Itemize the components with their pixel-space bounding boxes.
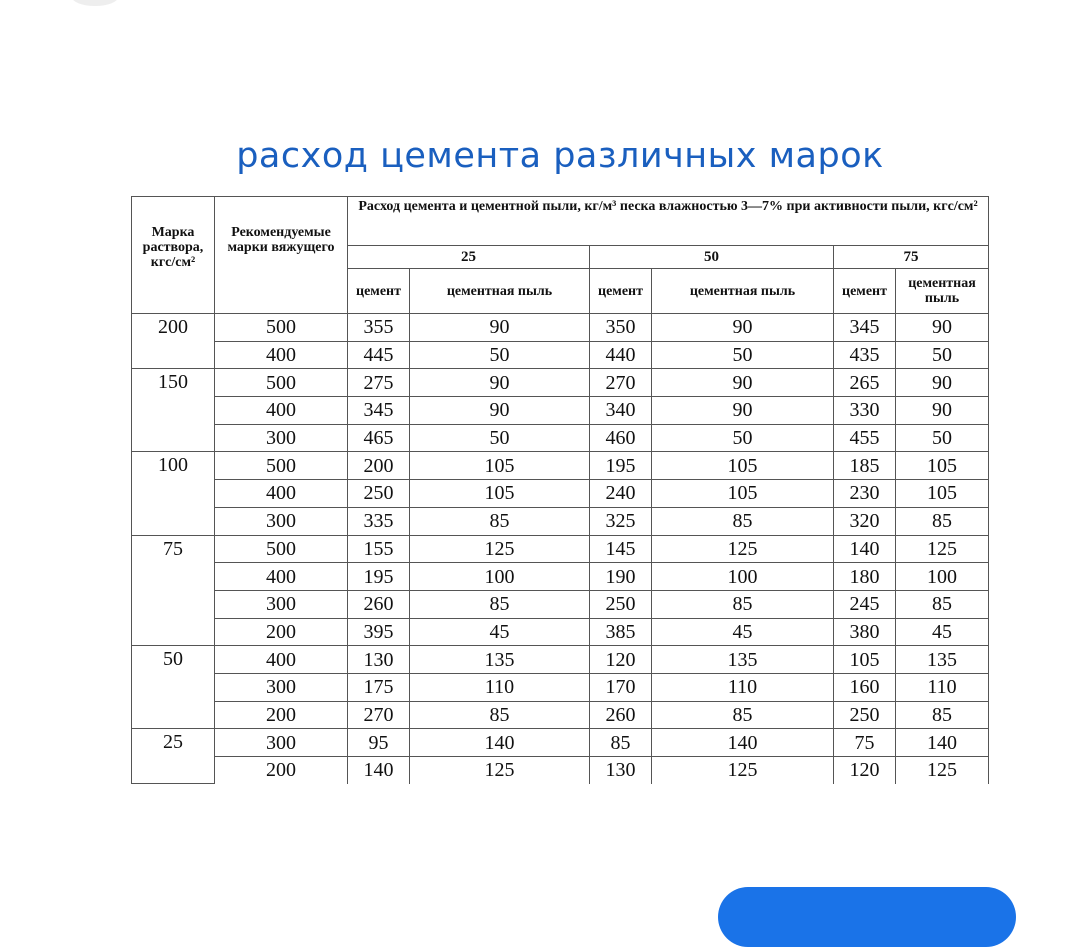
- binder-grade-cell: 400: [215, 480, 348, 508]
- cement-dust-cell: 100: [410, 563, 590, 591]
- cement-cell: 155: [348, 535, 410, 563]
- cement-dust-cell: 125: [896, 757, 989, 784]
- subheader-cement-dust: цементная пыль: [652, 269, 834, 314]
- cement-cell: 130: [348, 646, 410, 674]
- table-row: [132, 341, 989, 369]
- cement-cell: 140: [348, 757, 410, 784]
- cement-cell: 175: [348, 673, 410, 701]
- cement-dust-cell: 110: [896, 673, 989, 701]
- cement-cell: 120: [834, 757, 896, 784]
- binder-grade-cell: 500: [215, 452, 348, 480]
- cement-cell: 195: [348, 563, 410, 591]
- table-row: [132, 480, 989, 508]
- cement-cell: 355: [348, 314, 410, 342]
- binder-grade-cell: 500: [215, 314, 348, 342]
- cement-cell: 160: [834, 673, 896, 701]
- table-row: [132, 452, 989, 480]
- mortar-grade-cell: 200: [132, 314, 215, 369]
- cement-dust-cell: 85: [410, 507, 590, 535]
- cement-dust-cell: 85: [652, 507, 834, 535]
- cement-cell: 270: [348, 701, 410, 729]
- binder-grade-cell: 200: [215, 701, 348, 729]
- cement-dust-cell: 105: [896, 480, 989, 508]
- cement-dust-cell: 140: [896, 729, 989, 757]
- page-title: расход цемента различных марок: [236, 136, 884, 176]
- subheader-cement-dust: цементная пыль: [896, 269, 989, 314]
- cement-dust-cell: 85: [410, 590, 590, 618]
- cement-cell: 260: [590, 701, 652, 729]
- cement-cell: 460: [590, 424, 652, 452]
- cement-dust-cell: 50: [652, 424, 834, 452]
- cement-dust-cell: 50: [410, 424, 590, 452]
- binder-grade-cell: 300: [215, 590, 348, 618]
- cement-cell: 200: [348, 452, 410, 480]
- cement-dust-cell: 45: [652, 618, 834, 646]
- cement-cell: 170: [590, 673, 652, 701]
- cement-cell: 320: [834, 507, 896, 535]
- cement-cell: 260: [348, 590, 410, 618]
- cement-dust-cell: 85: [896, 590, 989, 618]
- cement-dust-cell: 45: [410, 618, 590, 646]
- binder-grade-cell: 400: [215, 646, 348, 674]
- cement-cell: 325: [590, 507, 652, 535]
- cement-cell: 195: [590, 452, 652, 480]
- cement-dust-cell: 90: [410, 314, 590, 342]
- cement-cell: 250: [590, 590, 652, 618]
- table-row: [132, 507, 989, 535]
- cement-dust-cell: 100: [896, 563, 989, 591]
- cement-cell: 230: [834, 480, 896, 508]
- cement-dust-cell: 125: [410, 535, 590, 563]
- cement-dust-cell: 105: [896, 452, 989, 480]
- cement-dust-cell: 110: [410, 673, 590, 701]
- cement-cell: 180: [834, 563, 896, 591]
- cement-dust-cell: 45: [896, 618, 989, 646]
- cement-dust-cell: 100: [652, 563, 834, 591]
- top-edge-shape: [72, 0, 118, 6]
- cement-dust-cell: 140: [410, 729, 590, 757]
- cement-dust-cell: 125: [652, 757, 834, 784]
- cement-dust-cell: 85: [896, 701, 989, 729]
- binder-grade-cell: 200: [215, 757, 348, 784]
- cement-dust-cell: 50: [896, 341, 989, 369]
- cement-cell: 445: [348, 341, 410, 369]
- binder-grade-cell: 300: [215, 424, 348, 452]
- table-row: [132, 673, 989, 701]
- table-row: [132, 397, 989, 425]
- cement-cell: 190: [590, 563, 652, 591]
- cement-consumption-table: [131, 196, 989, 784]
- table-row: [132, 314, 989, 342]
- cement-dust-cell: 135: [652, 646, 834, 674]
- cement-dust-cell: 125: [896, 535, 989, 563]
- cement-cell: 330: [834, 397, 896, 425]
- cement-cell: 435: [834, 341, 896, 369]
- cement-cell: 120: [590, 646, 652, 674]
- cement-cell: 345: [348, 397, 410, 425]
- cement-dust-cell: 90: [410, 369, 590, 397]
- cement-cell: 340: [590, 397, 652, 425]
- cement-dust-cell: 50: [652, 341, 834, 369]
- header-consumption: Расход цемента и цементной пыли, кг/м³ песка влажностью 3—7% при активности пыли, кгс/см²: [348, 197, 989, 246]
- binder-grade-cell: 300: [215, 729, 348, 757]
- cement-cell: 335: [348, 507, 410, 535]
- cement-cell: 245: [834, 590, 896, 618]
- mortar-grade-cell: 150: [132, 369, 215, 452]
- table-row: [132, 424, 989, 452]
- cement-dust-cell: 110: [652, 673, 834, 701]
- table-body: [132, 314, 989, 784]
- cement-dust-cell: 85: [896, 507, 989, 535]
- cement-cell: 130: [590, 757, 652, 784]
- header-recommended-binder: Рекомендуемые марки вяжущего: [215, 197, 348, 314]
- cement-cell: 250: [834, 701, 896, 729]
- cement-cell: 395: [348, 618, 410, 646]
- cement-dust-cell: 135: [896, 646, 989, 674]
- cement-cell: 85: [590, 729, 652, 757]
- subheader-cement: цемент: [834, 269, 896, 314]
- cement-dust-cell: 135: [410, 646, 590, 674]
- cement-cell: 440: [590, 341, 652, 369]
- cement-dust-cell: 85: [652, 590, 834, 618]
- table-row: [132, 369, 989, 397]
- table-row: [132, 701, 989, 729]
- action-button[interactable]: [718, 887, 1016, 947]
- header-activity-75: 75: [834, 246, 989, 269]
- cement-dust-cell: 90: [652, 369, 834, 397]
- cement-cell: 185: [834, 452, 896, 480]
- table-row: [132, 618, 989, 646]
- cement-cell: 465: [348, 424, 410, 452]
- cement-dust-cell: 85: [410, 701, 590, 729]
- cement-cell: 240: [590, 480, 652, 508]
- cement-dust-cell: 140: [652, 729, 834, 757]
- cement-cell: 105: [834, 646, 896, 674]
- table-row: [132, 590, 989, 618]
- cement-dust-cell: 50: [410, 341, 590, 369]
- cement-cell: 345: [834, 314, 896, 342]
- subheader-cement: цемент: [348, 269, 410, 314]
- cement-cell: 380: [834, 618, 896, 646]
- binder-grade-cell: 400: [215, 397, 348, 425]
- cement-dust-cell: 125: [410, 757, 590, 784]
- header-activity-25: 25: [348, 246, 590, 269]
- cement-cell: 140: [834, 535, 896, 563]
- cement-dust-cell: 90: [652, 397, 834, 425]
- mortar-grade-cell: 75: [132, 535, 215, 646]
- binder-grade-cell: 200: [215, 618, 348, 646]
- binder-grade-cell: 500: [215, 369, 348, 397]
- binder-grade-cell: 500: [215, 535, 348, 563]
- cement-cell: 385: [590, 618, 652, 646]
- cement-dust-cell: 90: [896, 397, 989, 425]
- subheader-cement: цемент: [590, 269, 652, 314]
- binder-grade-cell: 400: [215, 563, 348, 591]
- subheader-cement-dust: цементная пыль: [410, 269, 590, 314]
- cement-cell: 250: [348, 480, 410, 508]
- cement-dust-cell: 105: [652, 480, 834, 508]
- cement-cell: 95: [348, 729, 410, 757]
- binder-grade-cell: 400: [215, 341, 348, 369]
- cement-dust-cell: 85: [652, 701, 834, 729]
- table-row: [132, 563, 989, 591]
- cement-dust-cell: 105: [652, 452, 834, 480]
- table-row: [132, 757, 989, 784]
- mortar-grade-cell: 25: [132, 729, 215, 784]
- cement-cell: 265: [834, 369, 896, 397]
- cement-cell: 455: [834, 424, 896, 452]
- binder-grade-cell: 300: [215, 507, 348, 535]
- table-row: [132, 729, 989, 757]
- cement-dust-cell: 90: [896, 369, 989, 397]
- cement-cell: 145: [590, 535, 652, 563]
- header-mortar-grade: Марка раствора, кгс/см²: [132, 197, 215, 314]
- cement-cell: 275: [348, 369, 410, 397]
- table-row: [132, 646, 989, 674]
- header-activity-50: 50: [590, 246, 834, 269]
- mortar-grade-cell: 100: [132, 452, 215, 535]
- cement-cell: 270: [590, 369, 652, 397]
- cement-dust-cell: 125: [652, 535, 834, 563]
- binder-grade-cell: 300: [215, 673, 348, 701]
- cement-cell: 350: [590, 314, 652, 342]
- cement-cell: 75: [834, 729, 896, 757]
- cement-dust-cell: 105: [410, 452, 590, 480]
- cement-dust-cell: 50: [896, 424, 989, 452]
- cement-dust-cell: 90: [896, 314, 989, 342]
- cement-dust-cell: 90: [652, 314, 834, 342]
- cement-dust-cell: 90: [410, 397, 590, 425]
- mortar-grade-cell: 50: [132, 646, 215, 729]
- cement-dust-cell: 105: [410, 480, 590, 508]
- table-row: [132, 535, 989, 563]
